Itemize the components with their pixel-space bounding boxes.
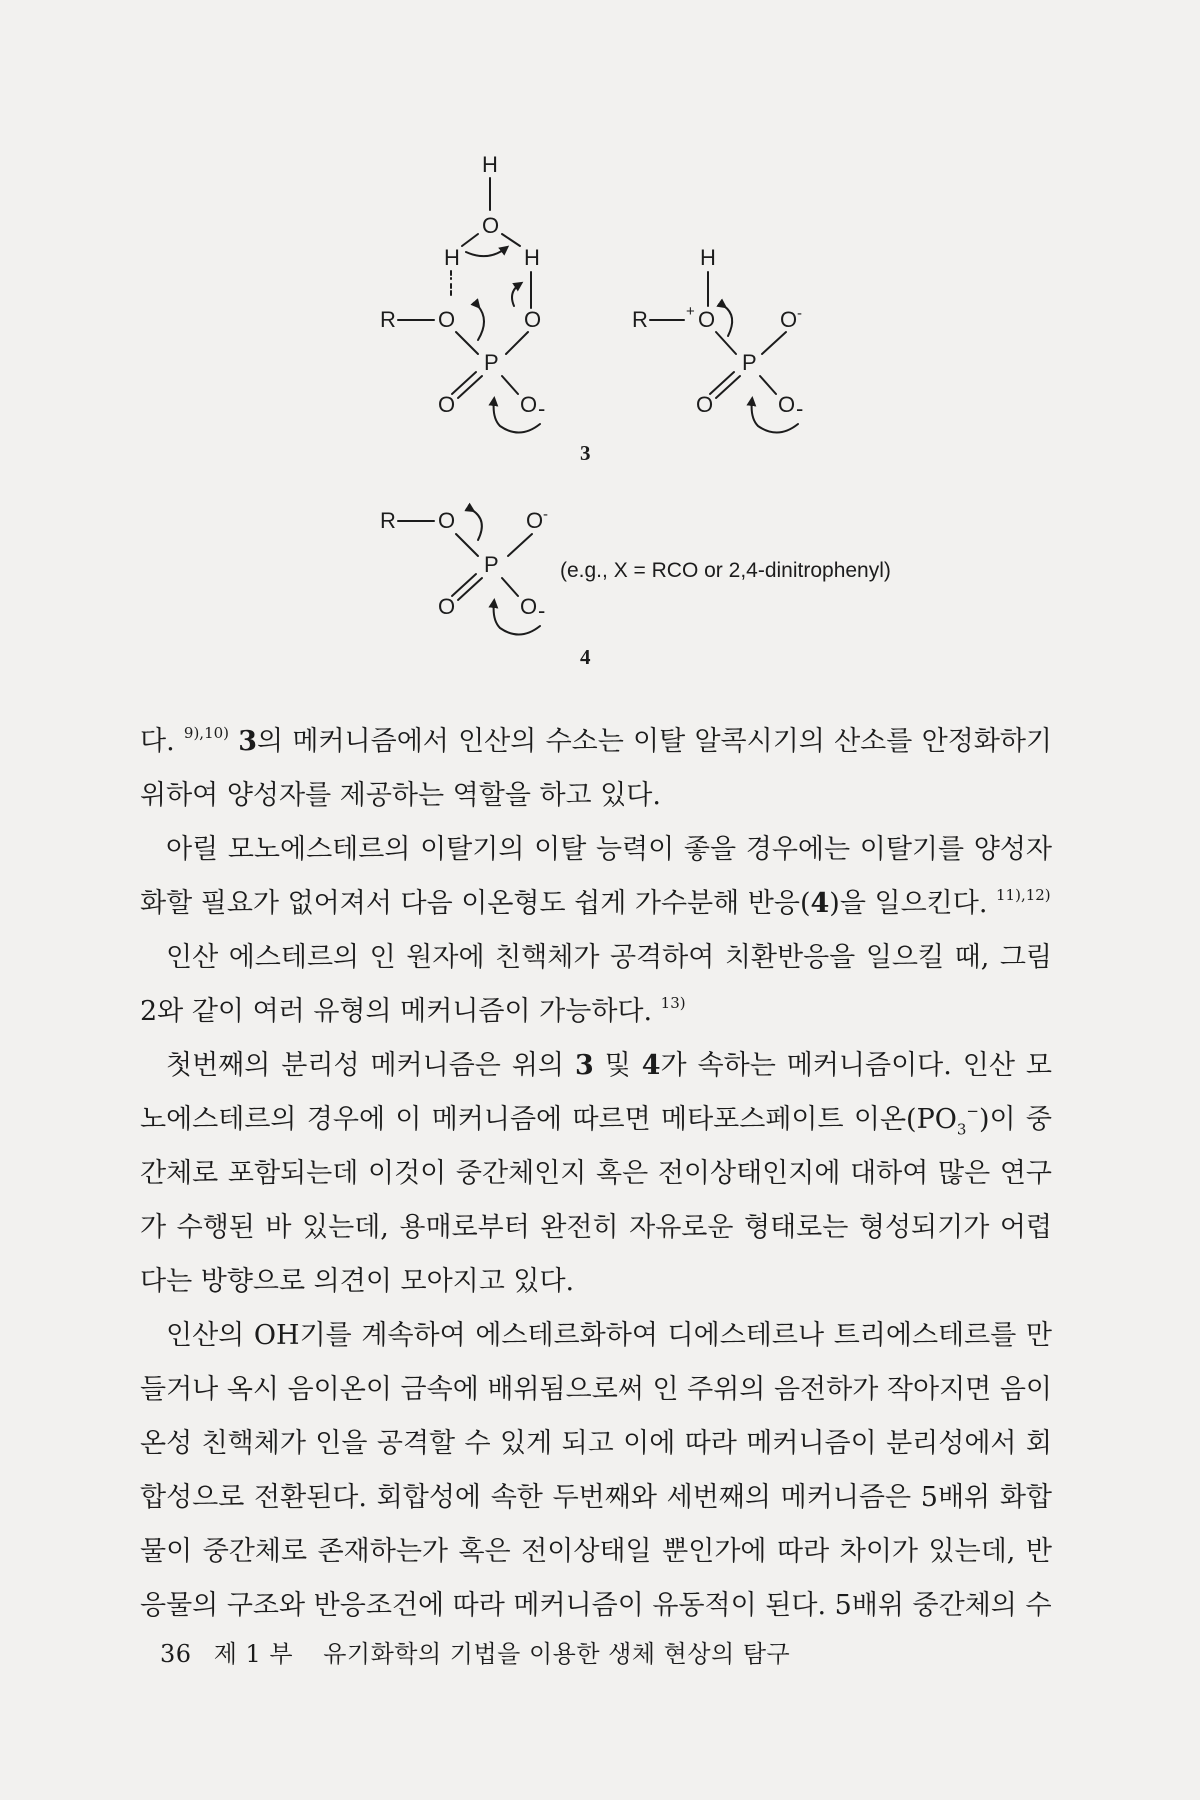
atom-o-double: O — [438, 594, 456, 619]
atom-h-left: H — [444, 245, 460, 270]
p4-compound-4: 4 — [641, 1050, 661, 1081]
p1-refs: 9),10) — [183, 724, 230, 742]
structure-4 — [380, 506, 548, 635]
page-footer — [160, 1634, 790, 1669]
book-title: 유기화학의 기법을 이용한 생체 현상의 탐구 — [323, 1640, 791, 1668]
p1-lead: 다. — [140, 726, 175, 757]
p4-compound-3: 3 — [574, 1050, 594, 1081]
paragraph-3 — [140, 931, 1052, 1039]
paragraph-4 — [140, 1039, 1052, 1309]
atom-o-water: O — [482, 213, 500, 238]
compound-4-label: 4 — [580, 645, 591, 669]
charge-minus: - — [538, 396, 546, 421]
reaction-scheme-figure — [0, 0, 1200, 700]
p4-text1: 첫번째의 분리성 메커니즘은 위의 — [166, 1050, 564, 1081]
p2-refs: 11),12) — [996, 886, 1051, 904]
atom-o-minus: O — [520, 392, 538, 417]
charge-minus-top: - — [543, 506, 548, 523]
atom-o-anion: O — [526, 508, 544, 533]
charge-minus-top: - — [797, 305, 802, 322]
structure-3-ionic-form — [632, 245, 803, 433]
paragraph-2 — [140, 823, 1052, 931]
body-text — [140, 715, 1052, 1633]
p1-compound-ref: 3 — [238, 726, 258, 757]
atom-r: R — [380, 508, 396, 533]
atom-o-double: O — [696, 392, 714, 417]
atom-o-ester: O — [438, 508, 456, 533]
charge-minus: - — [796, 396, 804, 421]
paragraph-1 — [140, 715, 1052, 823]
atom-h: H — [700, 245, 716, 270]
atom-o-anion: O — [780, 307, 798, 332]
atom-o-minus: O — [520, 594, 538, 619]
p4-text2: 및 — [604, 1050, 631, 1081]
atom-o-ester: O — [698, 307, 716, 332]
structure-3-water-assisted — [380, 152, 545, 433]
p5-text: 인산의 OH기를 계속하여 에스테르화하여 디에스테르나 트리에스테르를 만들거나 옥시 음이온이 금속에 배위됨으로써 인 주위의 음전하가 작아지면 음이온성 친핵체가 인을 공격할 수 있게 되고 이에 따라 메커니즘이 분리성에서 회합성으로 전환된다. 회합성에 속한 두번째와 세번째의 메커니즘은 5배위 화합물이 중간체로 존재하는가 혹은 전이상태일 뿐인가에 따라 차이가 있는데, 반응물의 구조와 반응조건에 따라 메커니즘이 유동적이 된다. 5배위 중간체의 수 — [140, 1320, 1052, 1621]
p2-tail: )을 일으킨다. — [829, 888, 988, 919]
atom-o-minus: O — [778, 392, 796, 417]
p4-text3: 가 속하는 메커니즘이다. 인산 모노에스테르의 경우에 이 메커니즘에 따르면 메타포스페이트 이온(PO — [140, 1050, 1052, 1135]
p4-text4: )이 중간체로 포함되는데 이것이 중간체인지 혹은 전이상태인지에 대하여 많은 연구가 수행된 바 있는데, 용매로부터 완전히 자유로운 형태로는 형성되기가 어렵다는 방향으로 의견이 모아지고 있다. — [140, 1104, 1053, 1297]
page-number: 36 — [160, 1640, 192, 1668]
atom-r-left: R — [380, 307, 396, 332]
p2-text: 아릴 모노에스테르의 이탈기의 이탈 능력이 좋을 경우에는 이탈기를 양성자 화할 필요가 없어져서 다음 이온형도 쉽게 가수분해 반응( — [140, 834, 1052, 919]
p4-superscript: − — [966, 1102, 979, 1120]
atom-r: R — [632, 307, 648, 332]
example-note: (e.g., X = RCO or 2,4-dinitrophenyl) — [560, 559, 891, 582]
charge-minus: - — [538, 598, 546, 623]
part-label: 제 1 부 — [213, 1640, 294, 1668]
atom-h-top: H — [482, 152, 498, 177]
p1-text: 의 메커니즘에서 인산의 수소는 이탈 알콕시기의 산소를 안정화하기 위하여 양성자를 제공하는 역할을 하고 있다. — [140, 726, 1052, 811]
atom-p: P — [484, 350, 499, 375]
atom-o-double: O — [438, 392, 456, 417]
atom-o-acid: O — [524, 307, 542, 332]
atom-o-ester: O — [438, 307, 456, 332]
paragraph-5 — [140, 1309, 1052, 1633]
p3-refs: 13) — [660, 994, 686, 1012]
compound-3-label: 3 — [580, 441, 591, 465]
p2-compound-ref: 4 — [810, 888, 830, 919]
atom-h-right: H — [524, 245, 540, 270]
charge-plus: + — [686, 303, 695, 320]
atom-p: P — [484, 552, 499, 577]
p3-text: 인산 에스테르의 인 원자에 친핵체가 공격하여 치환반응을 일으킬 때, 그림 2와 같이 여러 유형의 메커니즘이 가능하다. — [140, 942, 1052, 1027]
p4-subscript: 3 — [956, 1120, 967, 1139]
atom-p: P — [742, 350, 757, 375]
